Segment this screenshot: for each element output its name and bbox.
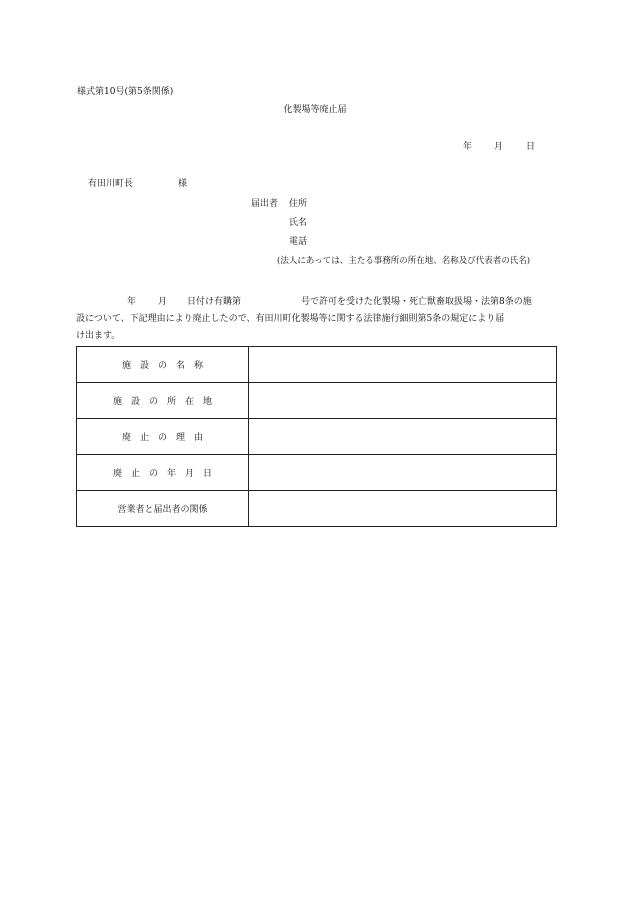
facility-location-field[interactable] bbox=[249, 383, 557, 419]
addressee-name: 有田川町長 bbox=[88, 179, 134, 189]
body-line-2 bbox=[76, 311, 558, 328]
relationship-label: 営業者と届出者の関係 bbox=[77, 491, 249, 527]
closure-date-field[interactable] bbox=[249, 455, 557, 491]
relationship-field[interactable] bbox=[249, 491, 557, 527]
body-paragraph bbox=[76, 294, 558, 345]
body-line-3 bbox=[76, 328, 558, 345]
applicant-label: 届出者 bbox=[251, 199, 279, 209]
body-year: 年 bbox=[127, 297, 137, 307]
facility-info-table bbox=[76, 346, 557, 527]
body-month: 月 bbox=[158, 297, 168, 307]
form-number: 様式第10号(第5条関係) bbox=[77, 87, 174, 97]
body-line3-text: け出ます。 bbox=[76, 331, 121, 341]
name-label: 氏名 bbox=[289, 218, 308, 228]
facility-name-label: 施 設 の 名 称 bbox=[77, 347, 249, 383]
closure-date-label: 廃 止 の 年 月 日 bbox=[77, 455, 249, 491]
address-label: 住所 bbox=[289, 199, 308, 209]
addressee-honorific: 様 bbox=[178, 179, 188, 189]
table-row bbox=[77, 491, 557, 527]
corporate-note: (法人にあっては、主たる事務所の所在地、名称及び代表者の氏名) bbox=[277, 256, 531, 266]
date-month-label: 月 bbox=[494, 142, 504, 152]
table-row bbox=[77, 347, 557, 383]
phone-label: 電話 bbox=[289, 237, 308, 247]
body-line-1 bbox=[76, 294, 558, 311]
closure-reason-label: 廃 止 の 理 由 bbox=[77, 419, 249, 455]
date-year-label: 年 bbox=[463, 142, 473, 152]
table-row bbox=[77, 419, 557, 455]
facility-name-field[interactable] bbox=[249, 347, 557, 383]
closure-reason-field[interactable] bbox=[249, 419, 557, 455]
document-title: 化製場等廃止届 bbox=[283, 105, 347, 115]
table-row bbox=[77, 383, 557, 419]
table-row bbox=[77, 455, 557, 491]
date-day-label: 日 bbox=[526, 142, 536, 152]
facility-location-label: 施 設 の 所 在 地 bbox=[77, 383, 249, 419]
body-dated-prefix: 日付け有購第 bbox=[187, 297, 242, 307]
body-line1-rest: 号で許可を受けた化製場・死亡獣畜取扱場・法第8条の施 bbox=[301, 297, 532, 307]
body-line2-text: 設について、下記理由により廃止したので、有田川町化製場等に関する法律施行細則第5条の規定により届 bbox=[76, 314, 505, 324]
